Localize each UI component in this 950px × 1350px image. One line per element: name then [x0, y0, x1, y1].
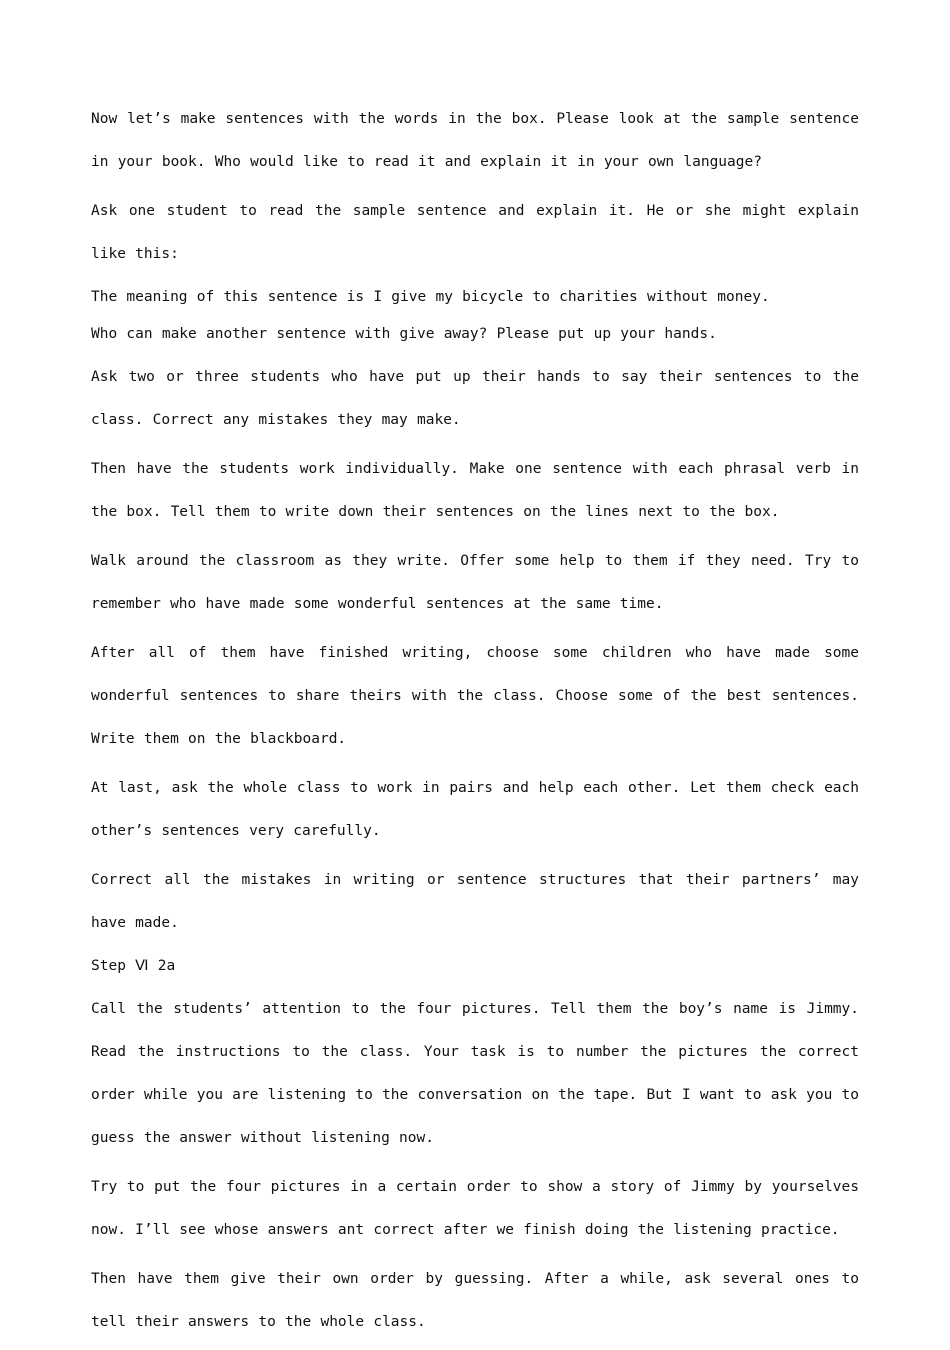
paragraph-meaning: The meaning of this sentence is I give my bicycle to charities without money. [91, 289, 770, 305]
paragraph-correct-mistakes: Correct all the mistakes in writing or sentence structures that their partners’ may have made. [91, 872, 859, 931]
paragraph-walk-around: Walk around the classroom as they write. Offer some help to them if they need. Try to remember who have made some wonderful sentences at the same time. [91, 553, 859, 612]
paragraph-who-can: Who can make another sentence with give away? Please put up your hands. [91, 326, 717, 342]
paragraph-after-writing: After all of them have finished writing, choose some children who have made some wonderful sentences to share theirs with the class. Choose some of the best sentences. Write them on the blackboard. [91, 645, 859, 747]
paragraph-guessing: Then have them give their own order by guessing. After a while, ask several ones to tell their answers to the whole class. [91, 1271, 859, 1330]
paragraph-make-sentences: Now let’s make sentences with the words in the box. Please look at the sample sentence in your book. Who would like to read it and explain it in your own language? [91, 111, 859, 170]
paragraph-work-individually: Then have the students work individually. Make one sentence with each phrasal verb in the box. Tell them to write down their sentences on the lines next to the box. [91, 461, 859, 520]
paragraph-ask-student: Ask one student to read the sample sentence and explain it. He or she might explain like this: [91, 203, 859, 262]
document-body [91, 98, 859, 1350]
paragraph-put-pictures: Try to put the four pictures in a certain order to show a story of Jimmy by yourselves now. I’ll see whose answers ant correct after we finish doing the listening practice. [91, 1179, 859, 1238]
paragraph-ask-two-or-three: Ask two or three students who have put up their hands to say their sentences to the class. Correct any mistakes they may make. [91, 369, 859, 428]
step-heading: Step Ⅵ 2a [91, 958, 176, 974]
paragraph-call-attention: Call the students’ attention to the four pictures. Tell them the boy’s name is Jimmy. Read the instructions to the class. Your task is to number the pictures the correct order while you are listening to the conversation on the tape. But I want to ask you to guess the answer without listening now. [91, 1001, 859, 1146]
paragraph-pairs: At last, ask the whole class to work in pairs and help each other. Let them check each other’s sentences very carefully. [91, 780, 859, 839]
